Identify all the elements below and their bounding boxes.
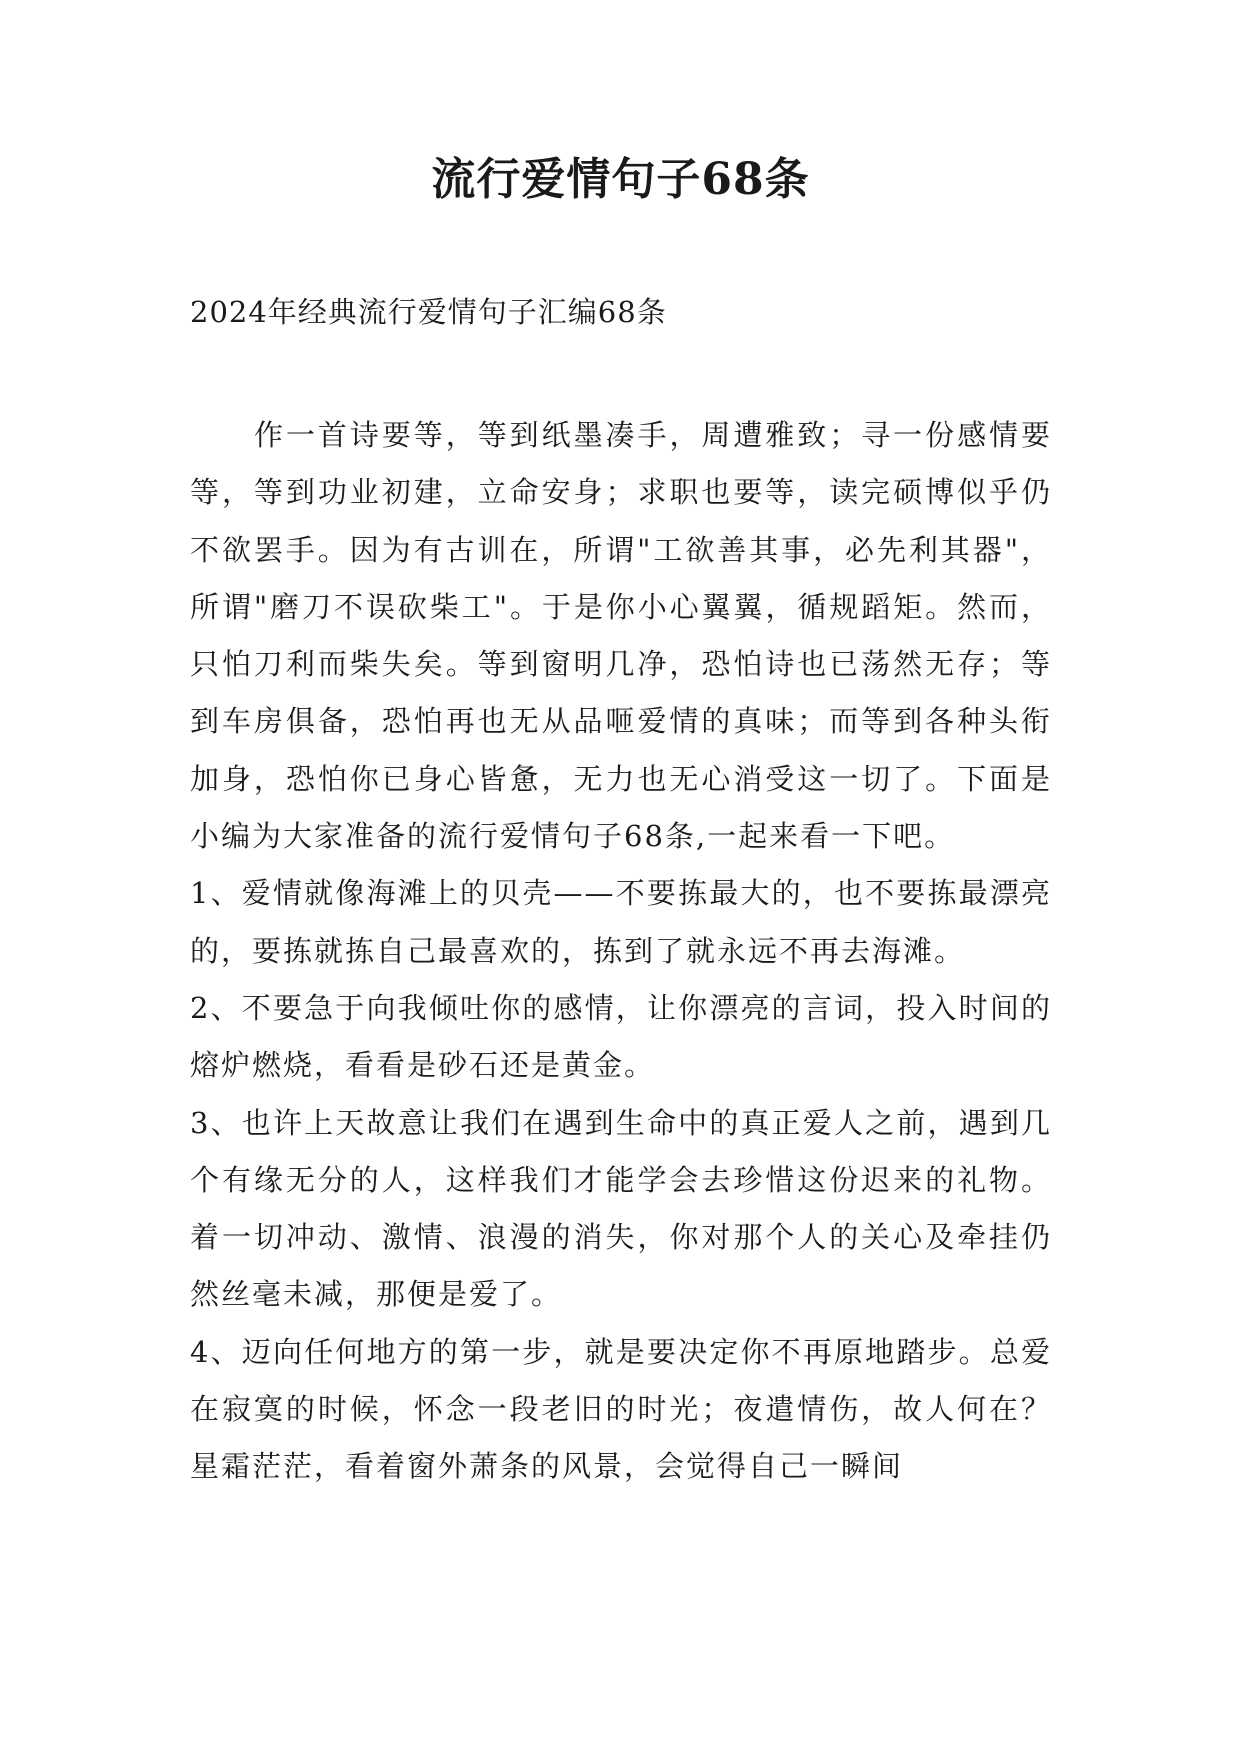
document-body (190, 407, 1052, 1496)
document-subtitle: 2024年经典流行爱情句子汇编68条 (190, 295, 667, 329)
list-item: 2、不要急于向我倾吐你的感情，让你漂亮的言词，投入时间的熔炉燃烧，看看是砂石还是黄金。 (190, 990, 1052, 1083)
list-item: 3、也许上天故意让我们在遇到生命中的真正爱人之前，遇到几个有缘无分的人，这样我们才能学会去珍惜这份迟来的礼物。着一切冲动、激情、浪漫的消失，你对那个人的关心及牵挂仍然丝毫未减，那便是爱了。 (190, 1105, 1052, 1312)
intro-paragraph: 作一首诗要等，等到纸墨凑手，周遭雅致；寻一份感情要等，等到功业初建，立命安身；求职也要等，读完硕博似乎仍不欲罢手。因为有古训在，所谓"工欲善其事，必先利其器"，所谓"磨刀不误砍柴工"。于是你小心翼翼，循规蹈矩。然而，只怕刀利而柴失矣。等到窗明几净，恐怕诗也已荡然无存；等到车房俱备，恐怕再也无从品咂爱情的真味；而等到各种头衔加身，恐怕你已身心皆惫，无力也无心消受这一切了。下面是小编为大家准备的流行爱情句子68条,一起来看一下吧。 (190, 418, 1052, 854)
list-item: 4、迈向任何地方的第一步，就是要决定你不再原地踏步。总爱在寂寞的时候，怀念一段老旧的时光；夜遣情伤，故人何在？星霜茫茫，看着窗外萧条的风景，会觉得自己一瞬间 (190, 1334, 1052, 1484)
document-title: 流行爱情句子68条 (431, 154, 810, 205)
list-item: 1、爱情就像海滩上的贝壳——不要拣最大的，也不要拣最漂亮的，要拣就拣自己最喜欢的，拣到了就永远不再去海滩。 (190, 876, 1052, 968)
